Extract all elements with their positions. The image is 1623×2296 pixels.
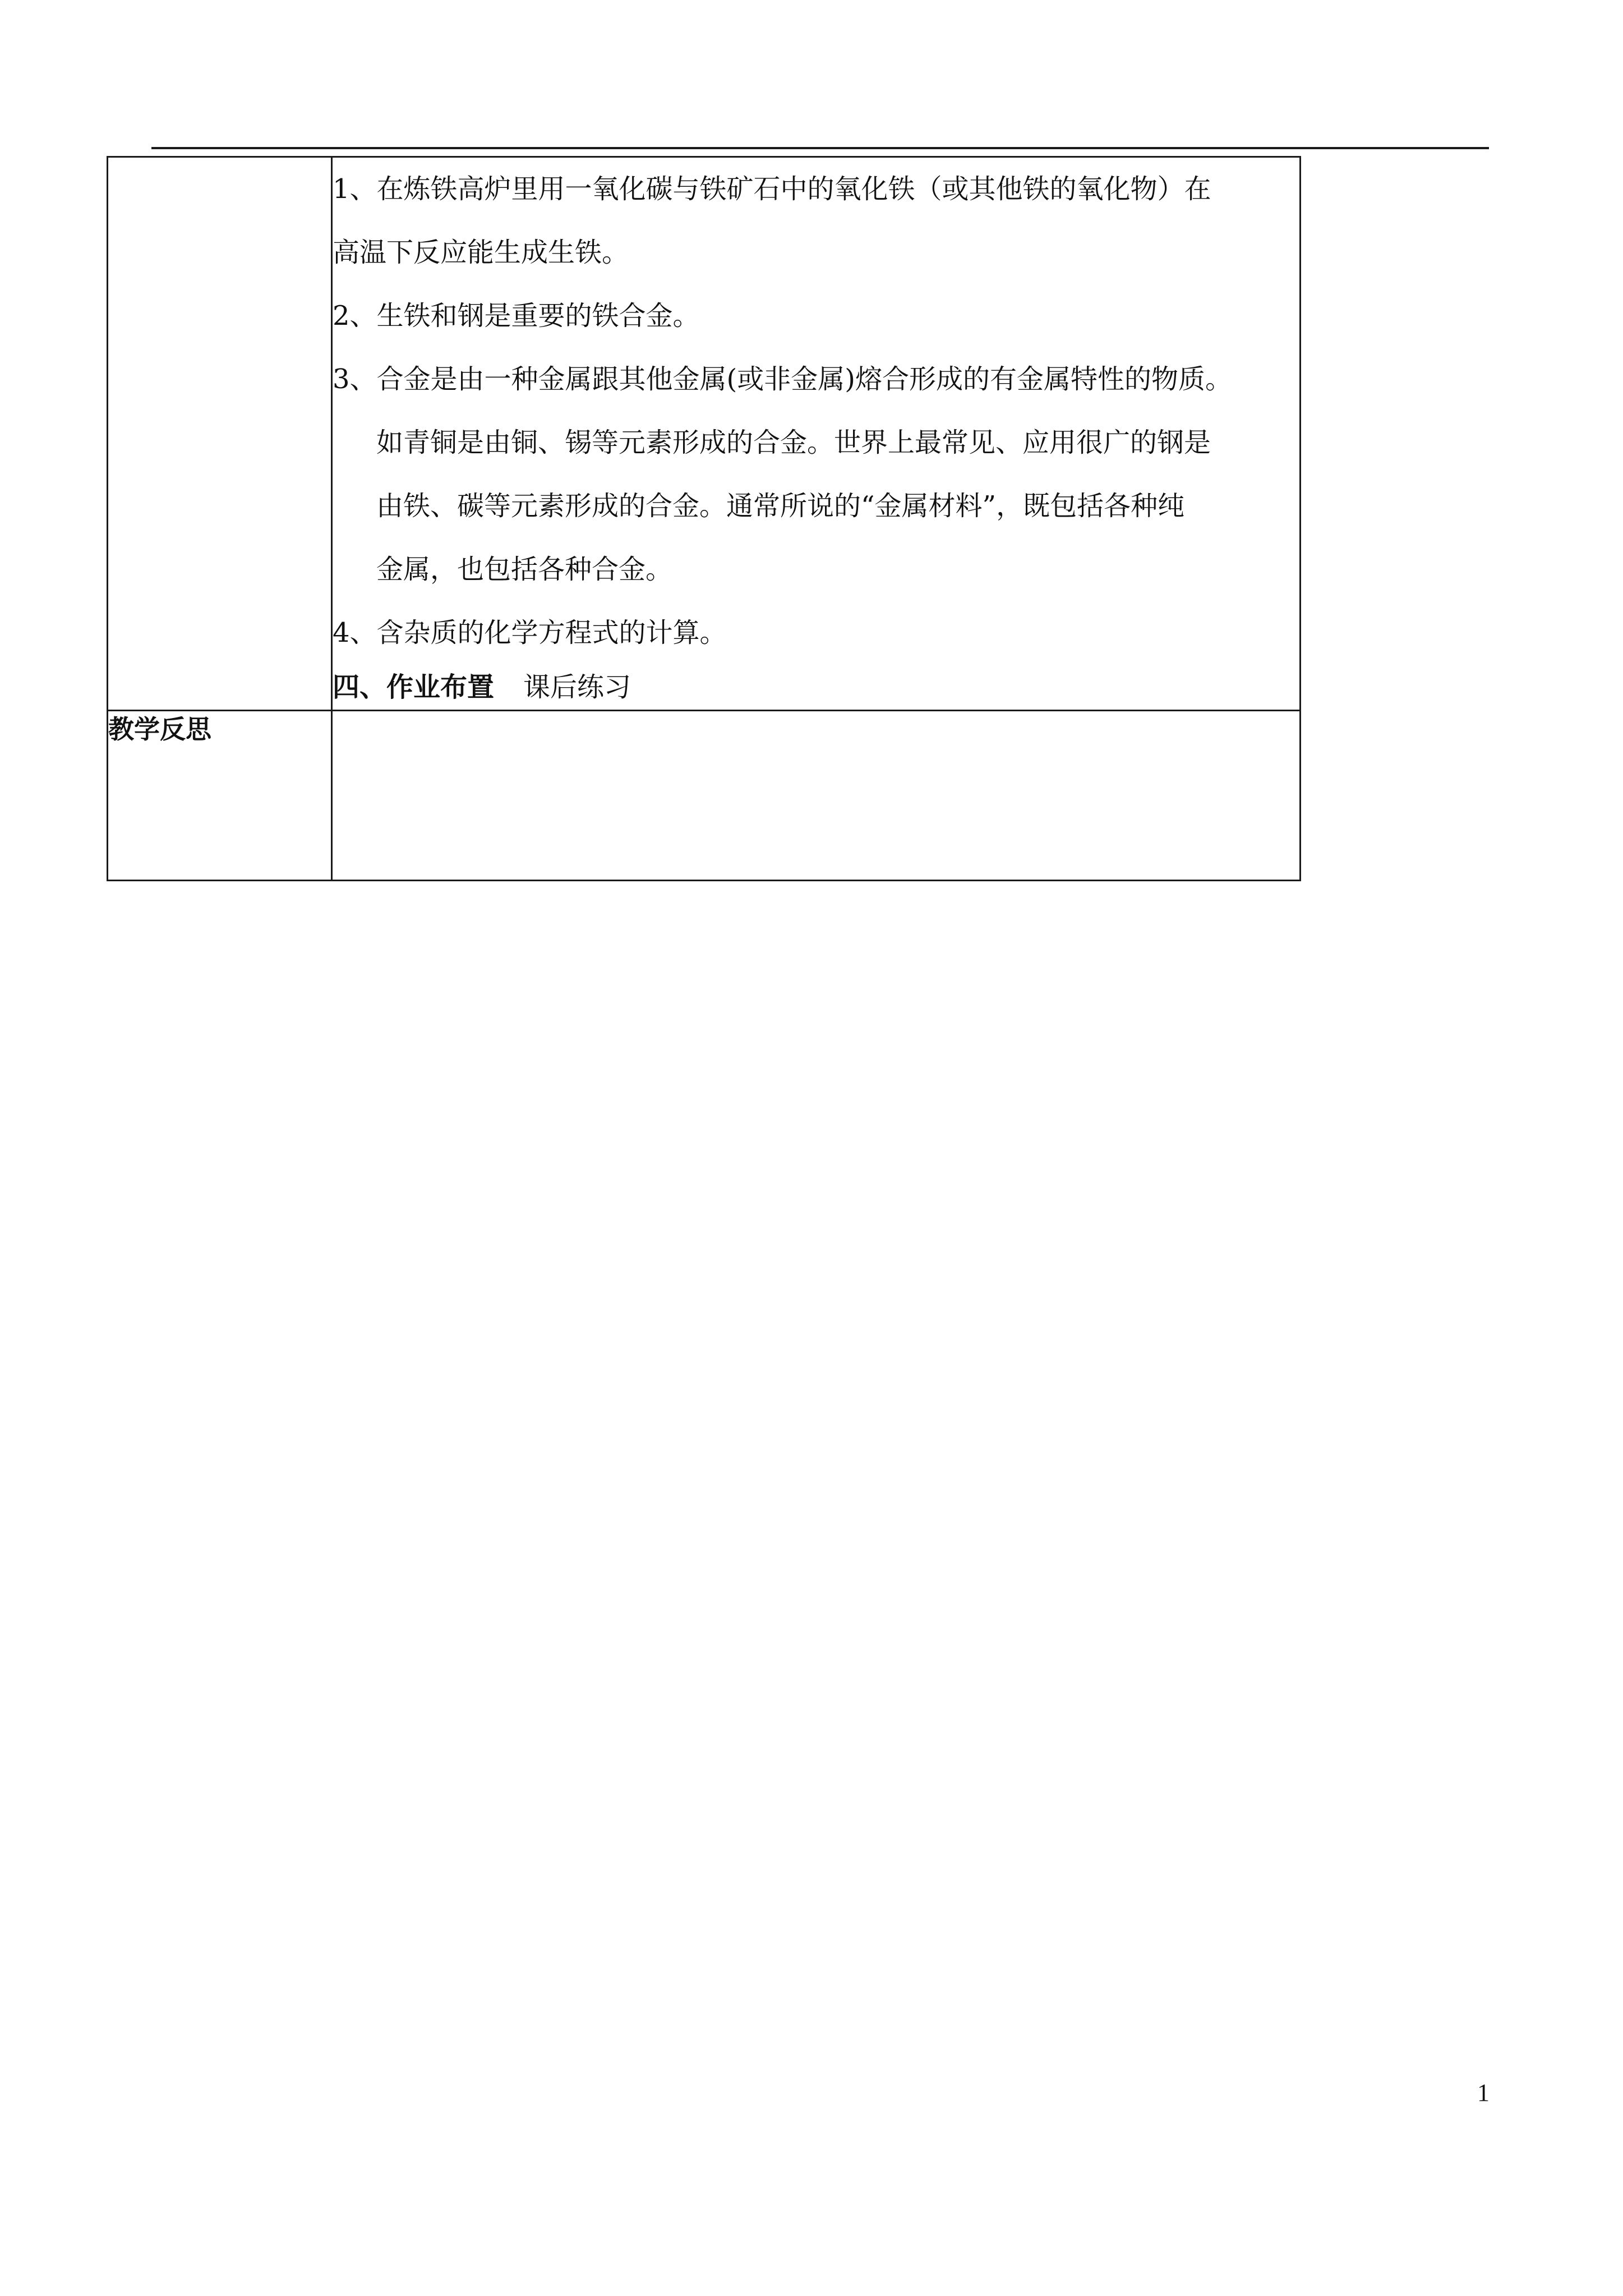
reflection-label: 教学反思 (108, 714, 211, 744)
lesson-table (107, 156, 1301, 881)
summary-point-3-cont-c: 金属，也包括各种合金。 (376, 554, 673, 585)
homework-line (333, 665, 1299, 710)
reflection-label-cell (108, 711, 332, 881)
homework-heading: 四、作业布置 (333, 671, 495, 703)
page-number: 1 (1477, 2079, 1490, 2106)
summary-point-3-cont-b: 由铁、碳等元素形成的合金。通常所说的“金属材料”，既包括各种纯 (376, 490, 1185, 522)
summary-point-1-cont: 高温下反应能生成生铁。 (333, 237, 629, 268)
summary-row (108, 157, 1301, 711)
summary-point-1: 1、在炼铁高炉里用一氧化碳与铁矿石中的氧化铁（或其他铁的氧化物）在 (333, 173, 1211, 205)
summary-point-4: 4、含杂质的化学方程式的计算。 (333, 617, 727, 648)
summary-label-cell (108, 157, 332, 711)
summary-point-3-cont-a: 如青铜是由铜、锡等元素形成的合金。世界上最常见、应用很广的钢是 (376, 427, 1211, 458)
reflection-row (108, 711, 1301, 881)
summary-point-3: 3、合金是由一种金属跟其他金属(或非金属)熔合形成的有金属特性的物质。 (333, 364, 1232, 395)
reflection-content-cell (332, 711, 1301, 881)
header-rule (151, 147, 1489, 149)
homework-text: 课后练习 (523, 671, 631, 703)
summary-point-2: 2、生铁和钢是重要的铁合金。 (333, 300, 700, 332)
summary-content-cell (332, 157, 1301, 711)
